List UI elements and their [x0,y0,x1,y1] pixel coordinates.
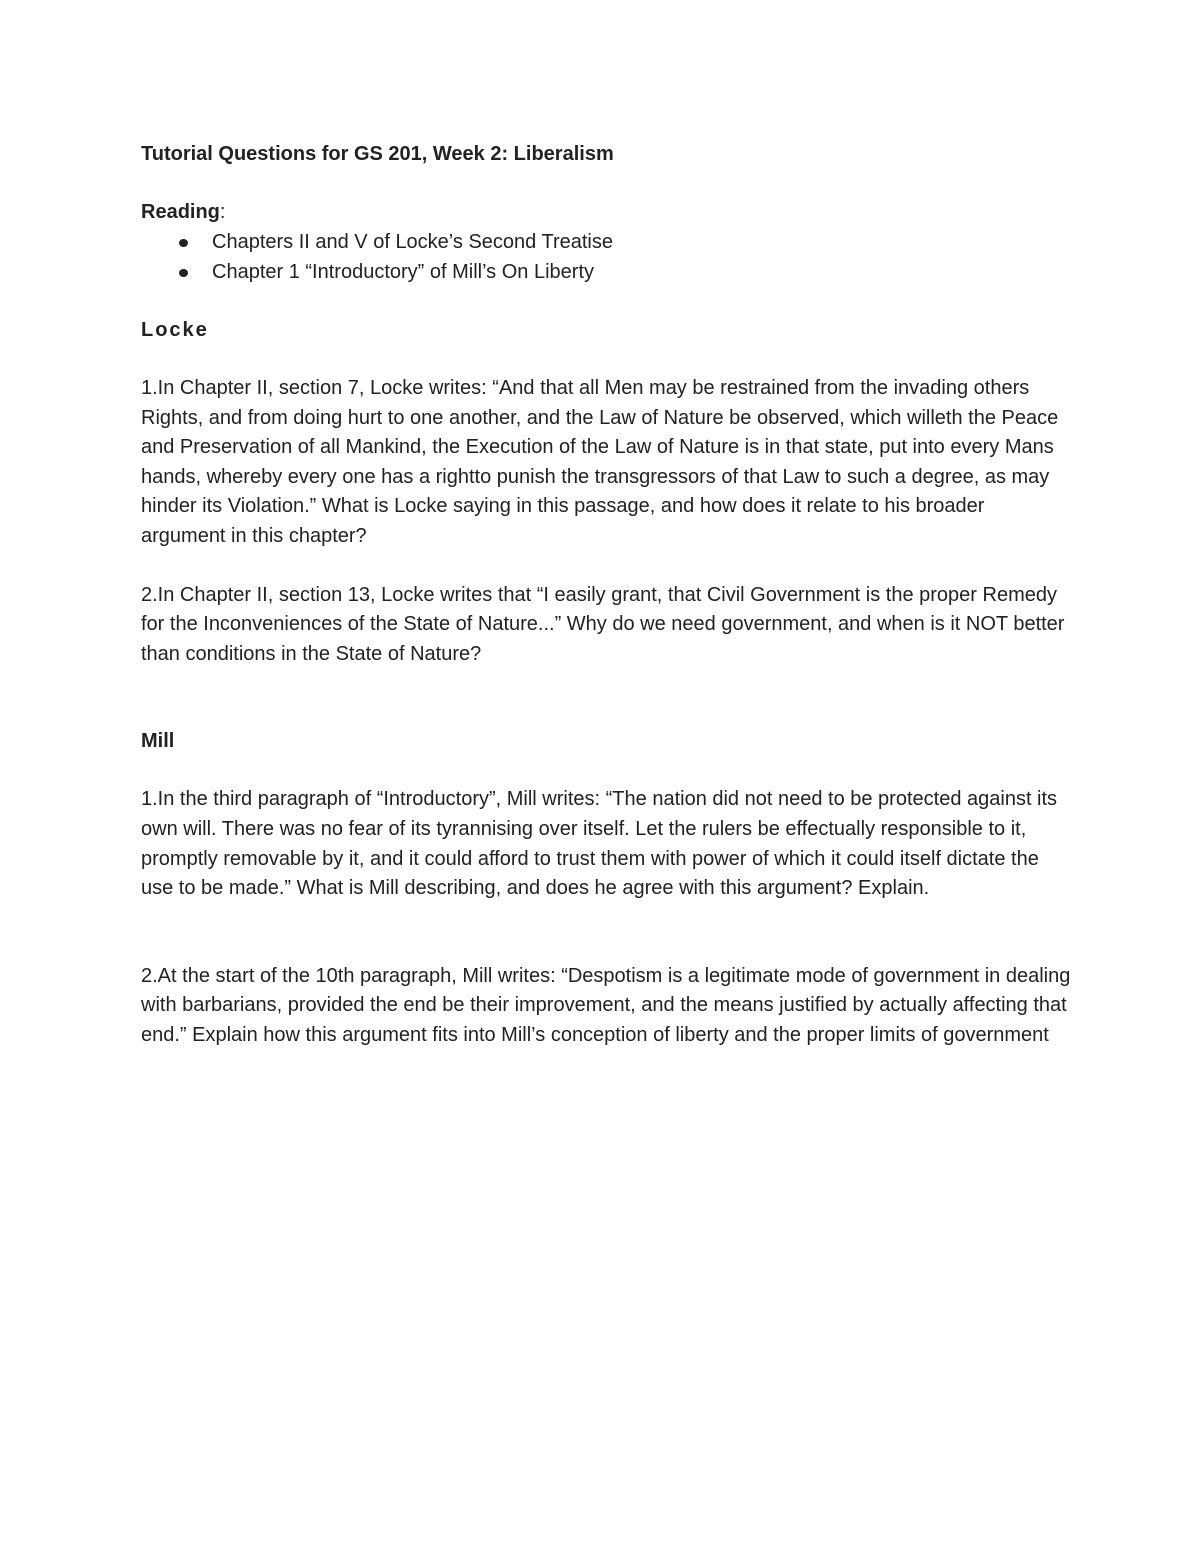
document-title: Tutorial Questions for GS 201, Week 2: Liberalism [141,143,614,165]
reading-label: Reading [141,201,220,223]
mill-heading: Mill [141,730,175,753]
reading-heading [141,198,1071,228]
document-page [141,140,1071,1051]
reading-item-text: Chapters II and V of Locke’s Second Treatise [212,231,613,253]
bullet-icon [179,239,188,247]
locke-question-1: 1.In Chapter II, section 7, Locke writes: “And that all Men may be restrained from the invading others Rights, and from doing hurt to one another, and the Law of Nature be observed, which willeth the Peace and Preservation of all Mankind, the Execution of the Law of Nature is in that state, put into every Mans hands, whereby every one has a rightto punish the transgressors of that Law to such a degree, as may hinder its Violation.” What is Locke saying in this passage, and how does it relate to his broader argument in this chapter? [141,377,1059,547]
reading-list-item [141,228,1071,258]
bullet-icon [179,269,188,277]
mill-question-1: 1.In the third paragraph of “Introductory”, Mill writes: “The nation did not need to be protected against its own will. There was no fear of its tyrannising over itself. Let the rulers be effectually responsible to it, promptly removable by it, and it could afford to trust them with power of which it could itself dictate the use to be made.” What is Mill describing, and does he agree with this argument? Explain. [141,788,1058,900]
mill-question-2: 2.At the start of the 10th paragraph, Mill writes: “Despotism is a legitimate mode of government in dealing with barbarians, provided the end be their improvement, and the means justified by actually affecting that end.” Explain how this argument fits into Mill’s conception of liberty and the proper limits of government [141,964,1071,1046]
reading-item-text: Chapter 1 “Introductory” of Mill’s On Liberty [212,261,595,283]
reading-list [141,228,1071,288]
reading-list-item [141,258,1071,288]
locke-question-2: 2.In Chapter II, section 13, Locke writes that “I easily grant, that Civil Government is the proper Remedy for the Inconveniences of the State of Nature...” Why do we need government, and when is it NOT better than conditions in the State of Nature? [141,583,1065,665]
locke-heading: Locke [141,319,209,341]
reading-colon: : [219,201,226,223]
